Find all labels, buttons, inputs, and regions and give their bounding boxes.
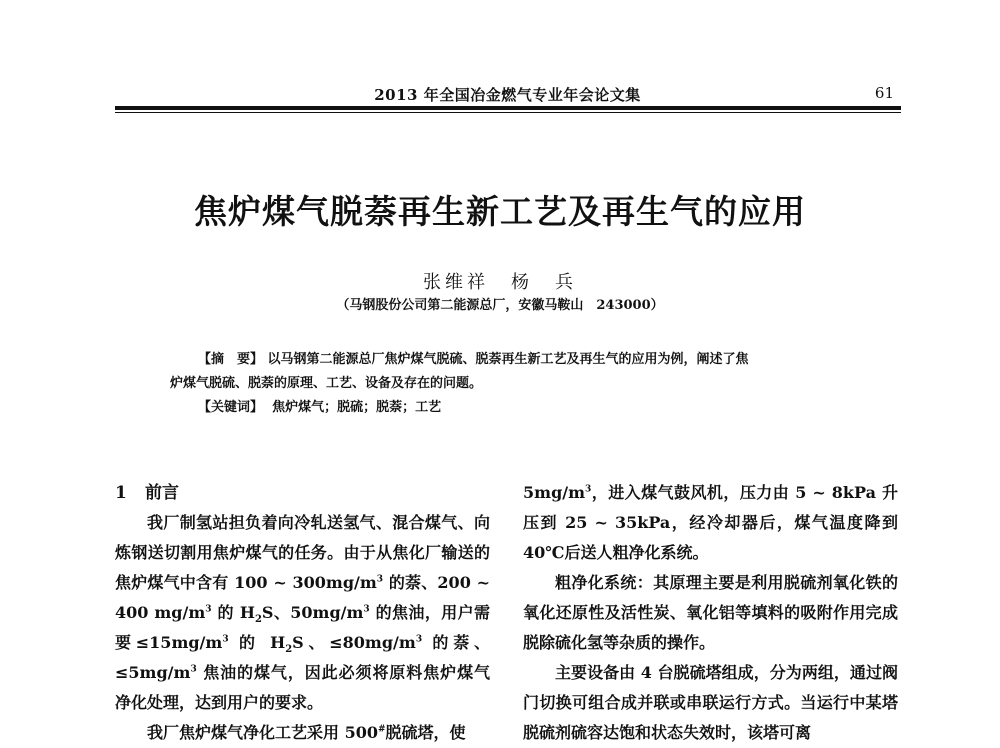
superscript: 3: [205, 604, 212, 615]
right-column: [523, 478, 898, 748]
superscript: 3: [376, 574, 384, 585]
text-run: 的萘、≤5mg/m: [115, 633, 490, 682]
section-number: 1: [115, 483, 127, 503]
abstract-line-2: [170, 372, 860, 396]
text-run: 的 H: [211, 603, 255, 622]
paper-title: 焦炉煤气脱萘再生新工艺及再生气的应用: [194, 192, 806, 231]
text-run: 5mg/m: [523, 483, 586, 502]
superscript: 3: [363, 604, 370, 615]
text-run: S、≤80mg/m: [292, 633, 416, 652]
keywords-line: [170, 396, 860, 420]
text-run: 焦油的煤气，因此必须将原料焦炉煤气净化处理，达到用户的要求。: [115, 663, 490, 712]
superscript: #: [377, 724, 386, 735]
journal-title: 2013 年全国冶金燃气专业年会论文集: [374, 86, 641, 104]
abstract-label: 【摘 要】: [198, 352, 264, 367]
section-title: 前言: [145, 483, 179, 503]
superscript: 3: [190, 664, 197, 675]
text-run: 的 H: [228, 633, 286, 652]
abstract-text-1: 以马钢第二能源总厂焦炉煤气脱硫、脱萘再生新工艺及再生气的应用为例，阐述了焦: [267, 352, 749, 367]
keywords-label: 【关键词】: [198, 400, 264, 415]
text-run: 我厂制氢站担负着向冷轧送氢气、混合煤气、向炼钢送切割用焦炉煤气的任务。由于从焦化厂输送的焦炉煤气中含有 100 ~ 300mg/m: [115, 513, 490, 592]
subscript: 2: [285, 644, 293, 656]
page-number: 61: [874, 84, 894, 102]
header-rule-thick: [115, 106, 901, 110]
left-paragraph-2: [115, 718, 490, 748]
affiliation: （马钢股份公司第二能源总厂，安徽马鞍山 243000）: [336, 298, 664, 313]
text-run: 的焦油，用户需要≤15mg/m: [115, 603, 490, 652]
superscript: 3: [585, 484, 592, 495]
text-run: 的萘、200 ~ 400 mg/m: [115, 573, 490, 622]
right-paragraph-1: [523, 478, 898, 568]
text-run: S、50mg/m: [261, 603, 364, 622]
abstract-block: [170, 348, 860, 420]
header-rule-thin: [115, 112, 901, 113]
text-run: ，进入煤气鼓风机，压力由 5 ~ 8kPa 升压到 25 ~ 35kPa，经冷却器后，煤气温度降到 40℃后送人粗净化系统。: [523, 483, 898, 562]
text-run: 脱硫塔，使: [385, 723, 466, 742]
left-column: [115, 478, 490, 748]
left-paragraph-1: [115, 508, 490, 718]
right-paragraph-2: 粗净化系统：其原理主要是利用脱硫剂氧化铁的氧化还原性及活性炭、氧化铝等填料的吸附作用完成脱除硫化氢等杂质的操作。: [523, 573, 898, 652]
abstract-text-2: 炉煤气脱硫、脱萘的原理、工艺、设备及存在的问题。: [170, 376, 483, 391]
running-header: [115, 84, 900, 106]
text-run: 我厂焦炉煤气净化工艺采用 500: [147, 723, 378, 742]
authors: 张维祥 杨 兵: [423, 272, 577, 293]
superscript: 3: [222, 634, 229, 645]
subscript: 2: [254, 614, 262, 626]
abstract-line-1: [170, 348, 860, 372]
section-heading: [115, 478, 490, 508]
right-paragraph-3: 主要设备由 4 台脱硫塔组成，分为两组，通过阀门切换可组合成并联或串联运行方式。当运行中某塔脱硫剂硫容达饱和状态失效时，该塔可离: [523, 663, 898, 742]
keywords: 焦炉煤气；脱硫；脱萘；工艺: [272, 400, 442, 415]
superscript: 3: [415, 634, 423, 645]
